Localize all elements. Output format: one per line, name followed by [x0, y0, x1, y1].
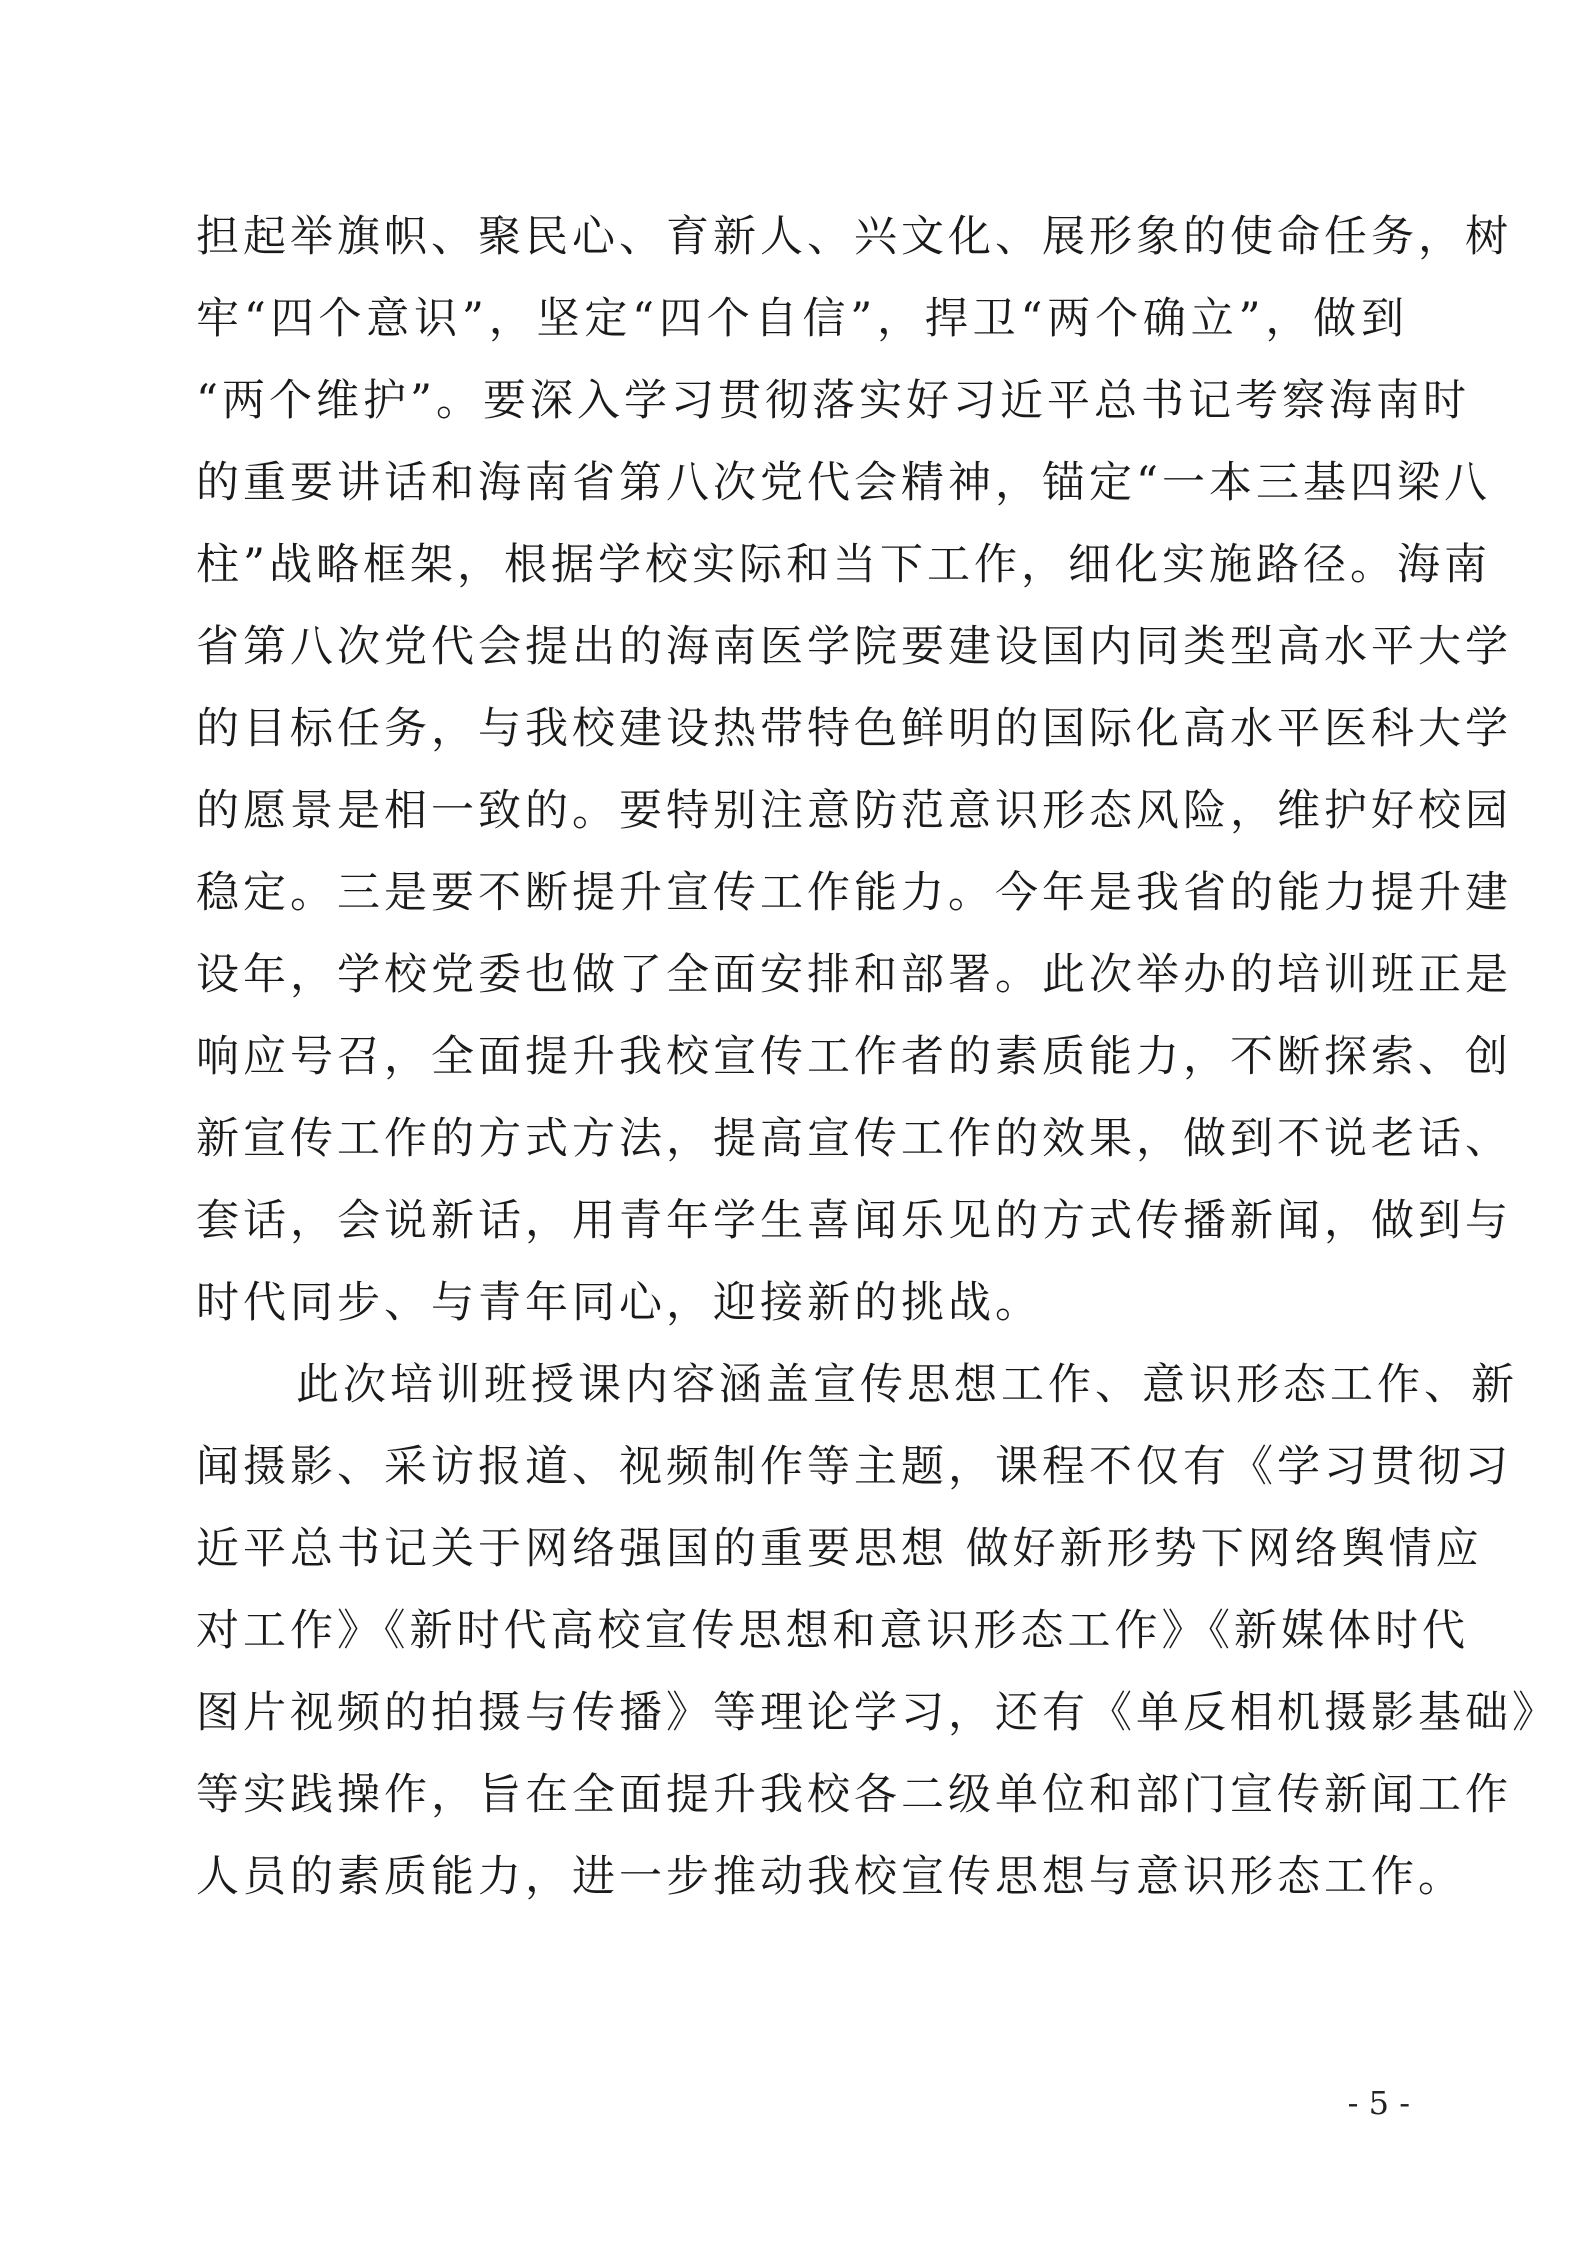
- text-line: 近平总书记关于网络强国的重要思想 做好新形势下网络舆情应: [196, 1524, 1483, 1574]
- text-line: 时代同步、与青年同心，迎接新的挑战。: [196, 1278, 1042, 1328]
- page-number: - 5 -: [1347, 2084, 1410, 2122]
- document-body: [196, 196, 1559, 1918]
- text-line: 牢“四个意识”，坚定“四个自信”，捍卫“两个确立”，做到: [196, 294, 1408, 344]
- text-line: 担起举旗帜、聚民心、育新人、兴文化、展形象的使命任务，树: [196, 212, 1512, 262]
- text-line: 套话，会说新话，用青年学生喜闻乐见的方式传播新闻，做到与: [196, 1196, 1512, 1246]
- text-line: 稳定。三是要不断提升宣传工作能力。今年是我省的能力提升建: [196, 868, 1512, 918]
- paragraph-1: [196, 196, 1512, 1344]
- text-line: 响应号召，全面提升我校宣传工作者的素质能力，不断探索、创: [196, 1032, 1512, 1082]
- text-line: “两个维护”。要深入学习贯彻落实好习近平总书记考察海南时: [196, 376, 1470, 426]
- paragraph-2: [196, 1344, 1559, 1918]
- text-line: 设年，学校党委也做了全面安排和部署。此次举办的培训班正是: [196, 950, 1512, 1000]
- text-line: 的目标任务，与我校建设热带特色鲜明的国际化高水平医科大学: [196, 704, 1512, 754]
- text-line: 对工作》《新时代高校宣传思想和意识形态工作》《新媒体时代: [196, 1606, 1469, 1656]
- text-line: 等实践操作，旨在全面提升我校各二级单位和部门宣传新闻工作: [196, 1770, 1512, 1820]
- text-line: 图片视频的拍摄与传播》等理论学习，还有《单反相机摄影基础》: [196, 1688, 1559, 1738]
- text-line: 的愿景是相一致的。要特别注意防范意识形态风险，维护好校园: [196, 786, 1512, 836]
- text-line: 柱”战略框架，根据学校实际和当下工作，细化实施路径。海南: [196, 540, 1491, 590]
- text-line: 闻摄影、采访报道、视频制作等主题，课程不仅有《学习贯彻习: [196, 1442, 1512, 1492]
- text-line: 人员的素质能力，进一步推动我校宣传思想与意识形态工作。: [196, 1852, 1465, 1902]
- text-line: 省第八次党代会提出的海南医学院要建设国内同类型高水平大学: [196, 622, 1512, 672]
- text-line: 此次培训班授课内容涵盖宣传思想工作、意识形态工作、新: [296, 1360, 1518, 1410]
- text-line: 新宣传工作的方式方法，提高宣传工作的效果，做到不说老话、: [196, 1114, 1512, 1164]
- text-line: 的重要讲话和海南省第八次党代会精神，锚定“一本三基四梁八: [196, 458, 1491, 508]
